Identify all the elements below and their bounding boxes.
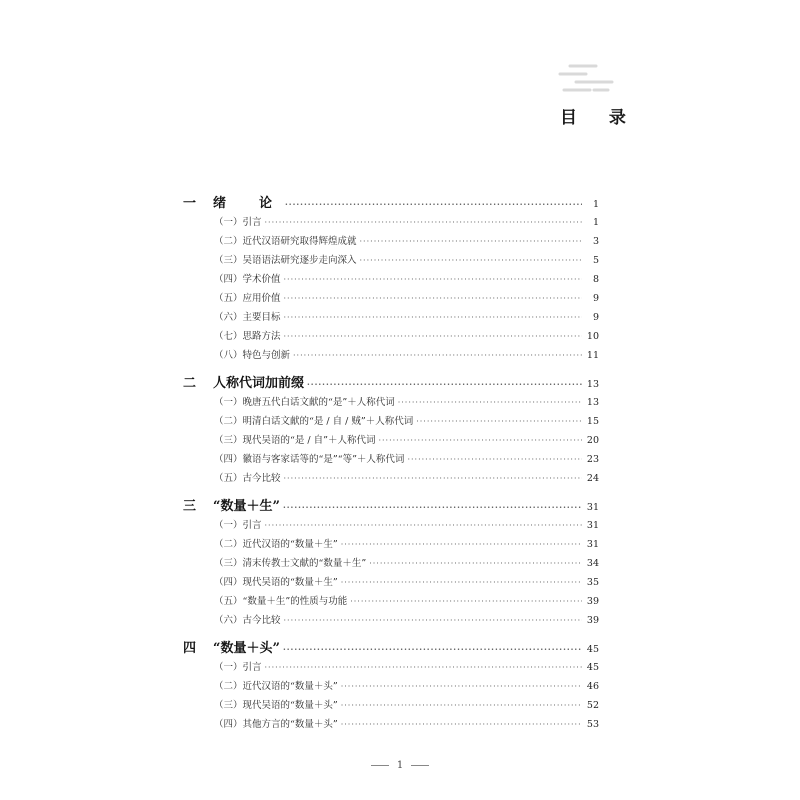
toc-entry[interactable] <box>183 213 599 232</box>
entry-title: （三）现代吴语的“是 / 自”＋人称代词 <box>214 435 376 446</box>
entry-page: 24 <box>586 473 599 484</box>
entry-title: （六）主要目标 <box>214 312 281 323</box>
dot-leader <box>341 696 582 715</box>
chapter-title: “数量＋头” <box>213 641 280 656</box>
dot-leader <box>307 375 582 394</box>
entry-title: （一）引言 <box>214 217 262 228</box>
dot-leader <box>285 195 582 214</box>
entry-title: （七）思路方法 <box>214 331 281 342</box>
entry-page: 53 <box>586 719 599 730</box>
dot-leader <box>283 498 582 517</box>
entry-title: （四）现代吴语的“数量＋生” <box>214 577 338 588</box>
entry-title: （六）古今比较 <box>214 615 281 626</box>
entry-title: （四）其他方言的“数量＋头” <box>214 719 338 730</box>
toc-entry[interactable] <box>183 346 599 365</box>
entry-page: 46 <box>586 681 599 692</box>
dot-leader <box>284 308 582 327</box>
footer-rule-left <box>371 765 389 766</box>
dot-leader <box>341 715 582 734</box>
toc-entry[interactable] <box>183 554 599 573</box>
entry-page: 23 <box>586 454 599 465</box>
entry-page: 9 <box>592 312 599 323</box>
toc-entry[interactable] <box>183 308 599 327</box>
entry-title: （五）“数量＋生”的性质与功能 <box>214 596 348 607</box>
chapter-page: 1 <box>592 199 599 210</box>
entry-title: （八）特色与创新 <box>214 350 291 361</box>
toc-entry[interactable] <box>183 327 599 346</box>
entry-title: （一）晚唐五代白话文献的“是”＋人称代词 <box>214 397 395 408</box>
toc-entry[interactable] <box>183 251 599 270</box>
entry-page: 9 <box>592 293 599 304</box>
entry-title: （二）近代汉语的“数量＋头” <box>214 681 338 692</box>
chapter-page: 45 <box>586 644 599 655</box>
entry-page: 45 <box>586 662 599 673</box>
entry-title: （一）引言 <box>214 662 262 673</box>
chapter-page: 31 <box>586 502 599 513</box>
entry-page: 1 <box>592 217 599 228</box>
dot-leader <box>341 677 582 696</box>
toc-entry[interactable] <box>183 677 599 696</box>
toc-entry[interactable] <box>183 469 599 488</box>
dot-leader <box>360 251 582 270</box>
entry-title: （四）学术价值 <box>214 274 281 285</box>
toc-entry[interactable] <box>183 232 599 251</box>
toc-entry[interactable] <box>183 535 599 554</box>
dot-leader <box>378 431 582 450</box>
dot-leader <box>284 289 582 308</box>
dot-leader <box>265 658 582 677</box>
chapter-number: 二 <box>183 376 197 391</box>
dot-leader <box>284 270 582 289</box>
dot-leader <box>407 450 582 469</box>
dot-leader <box>369 554 582 573</box>
dot-leader <box>341 535 582 554</box>
chapter-title: 人称代词加前缀 <box>213 376 305 391</box>
entry-title: （三）现代吴语的“数量＋头” <box>214 700 338 711</box>
dot-leader <box>416 412 582 431</box>
entry-title: （二）明清白话文献的“是 / 自 / 贼”＋人称代词 <box>214 416 414 427</box>
toc-entry[interactable] <box>183 715 599 734</box>
entry-page: 34 <box>586 558 599 569</box>
entry-title: （一）引言 <box>214 520 262 531</box>
entry-page: 11 <box>586 350 599 361</box>
entry-page: 31 <box>586 539 599 550</box>
toc-entry[interactable] <box>183 592 599 611</box>
entry-page: 20 <box>586 435 599 446</box>
entry-page: 8 <box>592 274 599 285</box>
entry-title: （二）近代汉语的“数量＋生” <box>214 539 338 550</box>
dot-leader <box>341 573 582 592</box>
entry-page: 5 <box>592 255 599 266</box>
entry-page: 35 <box>586 577 599 588</box>
toc-entry[interactable] <box>183 412 599 431</box>
entry-title: （三）清末传教士文献的“数量＋生” <box>214 558 367 569</box>
entry-page: 13 <box>586 397 599 408</box>
toc-entry[interactable] <box>183 516 599 535</box>
entry-page: 10 <box>586 331 599 342</box>
dot-leader <box>265 516 582 535</box>
chapter-title: 绪 论 <box>213 196 283 211</box>
toc-entry[interactable] <box>183 270 599 289</box>
dot-leader <box>284 469 582 488</box>
toc-entry[interactable] <box>183 450 599 469</box>
entry-title: （二）近代汉语研究取得辉煌成就 <box>214 236 357 247</box>
entry-title: （四）徽语与客家话等的“是”“等”＋人称代词 <box>214 454 405 465</box>
entry-title: （五）古今比较 <box>214 473 281 484</box>
toc-chapter-2[interactable] <box>183 374 599 393</box>
chapter-title: “数量＋生” <box>213 499 280 514</box>
toc-entry[interactable] <box>183 289 599 308</box>
page-title: 目 录 <box>560 108 639 128</box>
toc-entry[interactable] <box>183 393 599 412</box>
entry-page: 39 <box>586 596 599 607</box>
entry-title: （三）吴语语法研究逐步走向深入 <box>214 255 357 266</box>
toc-chapter-3[interactable] <box>183 497 599 516</box>
toc-chapter-4[interactable] <box>183 639 599 658</box>
dot-leader <box>284 611 582 630</box>
toc-chapter-1[interactable] <box>183 194 599 213</box>
entry-page: 15 <box>586 416 599 427</box>
toc-entry[interactable] <box>183 658 599 677</box>
entry-page: 39 <box>586 615 599 626</box>
dot-leader <box>360 232 582 251</box>
entry-page: 31 <box>586 520 599 531</box>
chapter-number: 四 <box>183 641 197 656</box>
toc-entry[interactable] <box>183 431 599 450</box>
entry-title: （五）应用价值 <box>214 293 281 304</box>
table-of-contents <box>183 194 599 734</box>
dot-leader <box>350 592 582 611</box>
toc-entry[interactable] <box>183 573 599 592</box>
dot-leader <box>283 640 582 659</box>
chapter-number: 三 <box>183 499 197 514</box>
toc-entry[interactable] <box>183 696 599 715</box>
dot-leader <box>398 393 582 412</box>
footer-rule-right <box>411 765 429 766</box>
chapter-page: 13 <box>586 379 599 390</box>
dot-leader <box>293 346 582 365</box>
footer-page-number: 1 <box>396 760 404 771</box>
dot-leader <box>265 213 582 232</box>
entry-page: 52 <box>586 700 599 711</box>
decorative-lines-ornament <box>556 62 616 98</box>
chapter-number: 一 <box>183 196 197 211</box>
dot-leader <box>284 327 582 346</box>
entry-page: 3 <box>592 236 599 247</box>
toc-entry[interactable] <box>183 611 599 630</box>
page-footer <box>0 760 800 771</box>
